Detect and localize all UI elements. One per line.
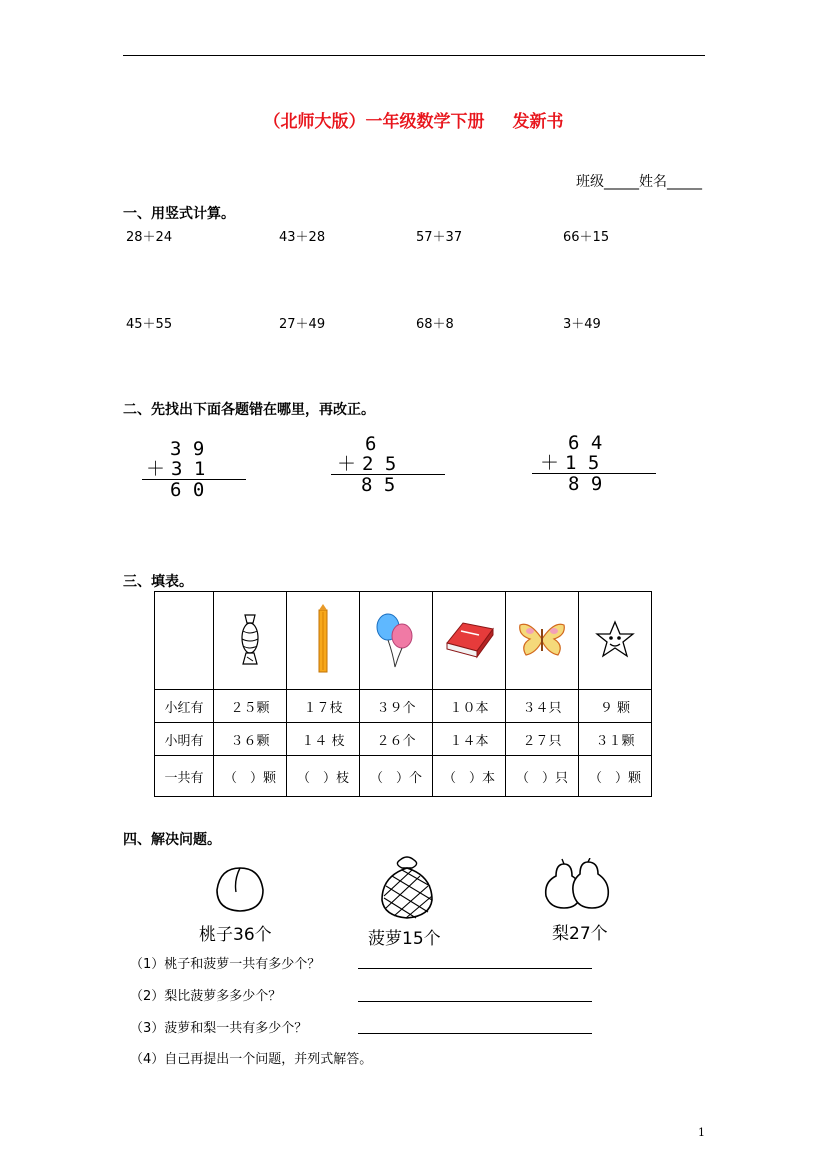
question: （1）桃子和菠萝一共有多少个？ — [130, 957, 321, 972]
vertical-bottom: 1 5 — [565, 452, 600, 474]
table-cell: ３４只 — [506, 690, 579, 723]
section-4-heading: 四、解决问题。 — [123, 832, 221, 848]
answer-line[interactable] — [358, 1033, 592, 1034]
question: （4）自己再提出一个问题，并列式解答。 — [130, 1052, 373, 1067]
plus-sign: ＋ — [146, 458, 166, 480]
class-name-line: 班级_____姓名_____ — [576, 174, 702, 190]
vertical-top: 6 4 — [568, 432, 603, 454]
table-icon-cell — [287, 592, 360, 690]
page-title — [0, 107, 827, 132]
table-cell: ３６颗 — [214, 723, 287, 756]
fruit-label: 桃子36个 — [199, 925, 272, 945]
table-cell: １０本 — [433, 690, 506, 723]
table-row — [155, 756, 652, 797]
section-2-heading: 二、先找出下面各题错在哪里，再改正。 — [123, 402, 375, 418]
pencil-icon — [315, 604, 331, 674]
table-icon-cell — [360, 592, 433, 690]
answer-cell[interactable]: （ ）个 — [360, 756, 433, 797]
vertical-problem — [540, 433, 656, 494]
book-icon — [443, 619, 495, 659]
plus-sign: ＋ — [337, 453, 357, 475]
vertical-result: 8 9 — [532, 473, 656, 494]
table-icon-cell — [506, 592, 579, 690]
answer-cell[interactable]: （ ）枝 — [287, 756, 360, 797]
table-row — [155, 723, 652, 756]
vertical-result: 6 0 — [142, 479, 246, 500]
table-cell: １４ 枝 — [287, 723, 360, 756]
star-icon — [595, 619, 635, 659]
header-rule — [123, 55, 705, 56]
table-cell: ３１颗 — [579, 723, 652, 756]
table-corner-cell — [155, 592, 214, 690]
answer-cell[interactable]: （ ）只 — [506, 756, 579, 797]
vertical-bottom: 2 5 — [362, 453, 397, 475]
title-main: （北师大版）一年级数学下册 — [263, 112, 485, 132]
calc-problem: 66＋15 — [563, 230, 610, 245]
table-icon-cell — [433, 592, 506, 690]
question: （2）梨比菠萝多多少个？ — [130, 989, 282, 1004]
butterfly-icon — [516, 619, 568, 659]
page-number: 1 — [698, 1126, 705, 1139]
section-1-heading: 一、用竖式计算。 — [123, 206, 235, 222]
row-label: 小明有 — [155, 723, 214, 756]
table-cell: ２６个 — [360, 723, 433, 756]
balloons-icon — [373, 609, 419, 669]
calc-problem: 57＋37 — [416, 230, 463, 245]
answer-cell[interactable]: （ ）本 — [433, 756, 506, 797]
fruit-label: 菠萝15个 — [368, 929, 441, 949]
table-cell: ２７只 — [506, 723, 579, 756]
table-cell: １４本 — [433, 723, 506, 756]
vertical-problem — [146, 439, 246, 500]
row-label: 小红有 — [155, 690, 214, 723]
calc-problem: 68＋8 — [416, 317, 454, 332]
calc-problem: 3＋49 — [563, 317, 601, 332]
answer-cell[interactable]: （ ）颗 — [579, 756, 652, 797]
table-cell: ９ 颗 — [579, 690, 652, 723]
vertical-problem — [337, 434, 445, 495]
vertical-top: 3 9 — [170, 438, 205, 460]
fruit-label: 梨27个 — [552, 924, 608, 944]
table-icon-cell — [214, 592, 287, 690]
title-sub: 发新书 — [512, 112, 564, 132]
fill-table — [154, 591, 652, 797]
calc-problem: 27＋49 — [279, 317, 326, 332]
vertical-bottom: 3 1 — [171, 458, 206, 480]
candy-icon — [235, 611, 265, 667]
table-row — [155, 690, 652, 723]
vertical-result: 8 5 — [331, 474, 445, 495]
calc-problem: 43＋28 — [279, 230, 326, 245]
section-3-heading: 三、填表。 — [123, 574, 193, 590]
table-cell: ３９个 — [360, 690, 433, 723]
answer-cell[interactable]: （ ）颗 — [214, 756, 287, 797]
calc-problem: 45＋55 — [126, 317, 173, 332]
answer-line[interactable] — [358, 968, 592, 969]
pineapple-icon — [376, 856, 438, 920]
table-cell: １７枝 — [287, 690, 360, 723]
vertical-top: 6 — [365, 433, 377, 455]
row-label: 一共有 — [155, 756, 214, 797]
table-icon-cell — [579, 592, 652, 690]
calc-problem: 28＋24 — [126, 230, 173, 245]
question: （3）菠萝和梨一共有多少个？ — [130, 1021, 308, 1036]
peach-icon — [212, 862, 268, 914]
answer-line[interactable] — [358, 1001, 592, 1002]
plus-sign: ＋ — [540, 452, 560, 474]
table-cell: ２５颗 — [214, 690, 287, 723]
